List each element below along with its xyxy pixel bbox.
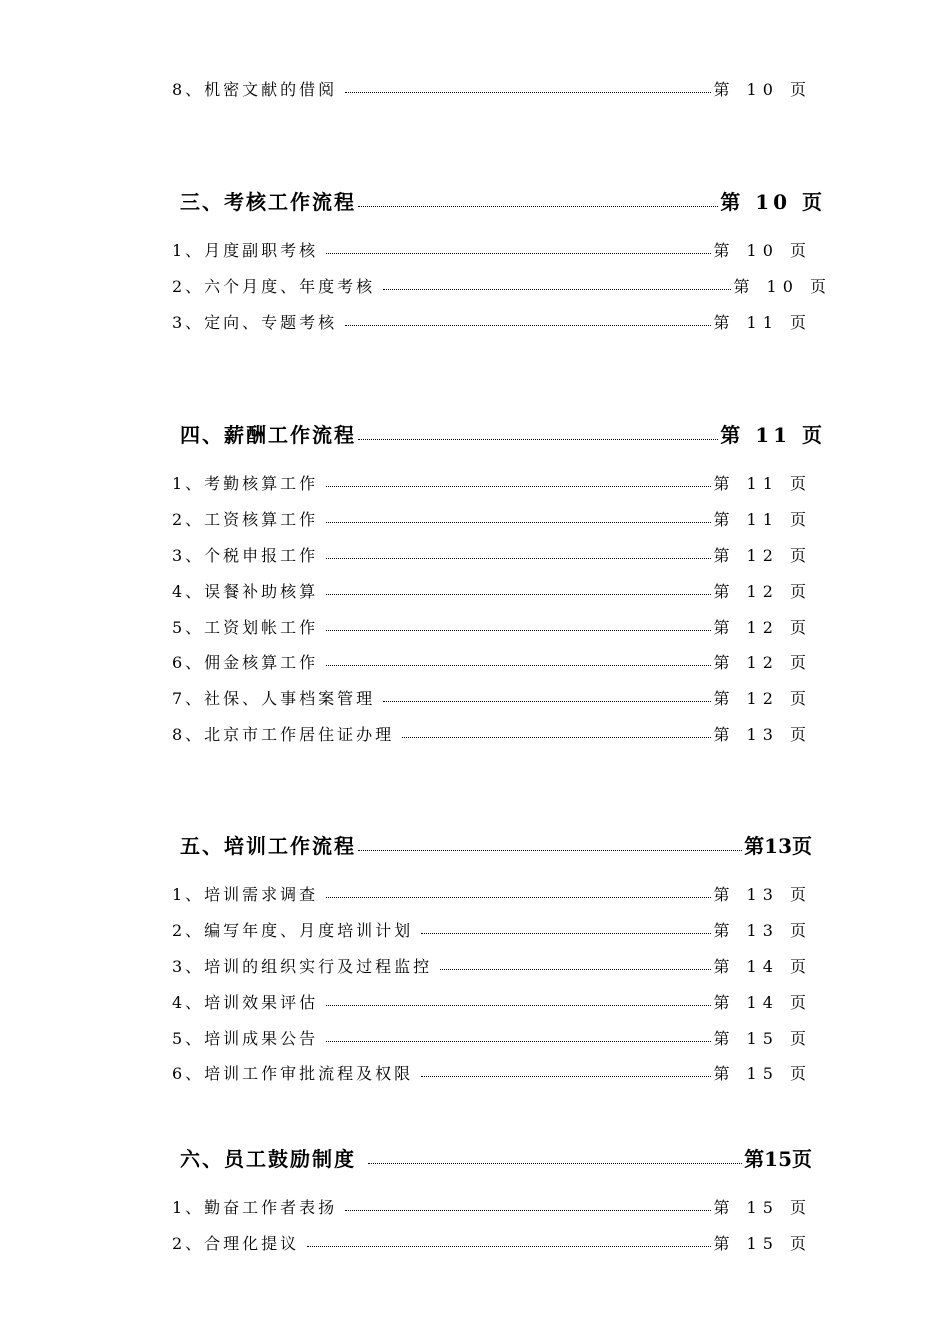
toc-item[interactable] bbox=[172, 1061, 812, 1083]
toc-item-label: 6、培训工作审批流程及权限 bbox=[172, 1064, 414, 1083]
toc-item[interactable] bbox=[172, 310, 812, 332]
toc-item[interactable] bbox=[172, 918, 812, 940]
dot-leader bbox=[368, 1163, 742, 1164]
toc-item-page: 第 11 页 bbox=[713, 474, 812, 493]
toc-item[interactable] bbox=[172, 1195, 812, 1217]
dot-leader bbox=[358, 850, 742, 851]
toc-item[interactable] bbox=[172, 954, 812, 976]
section-title: 六、员工鼓励制度 bbox=[180, 1147, 356, 1171]
toc-item-label: 7、社保、人事档案管理 bbox=[172, 689, 376, 708]
dot-leader bbox=[440, 969, 711, 970]
toc-item-page: 第 15 页 bbox=[713, 1234, 812, 1253]
toc-item-page: 第 10 页 bbox=[713, 80, 812, 99]
toc-item-label: 2、六个月度、年度考核 bbox=[172, 277, 376, 296]
toc-item-page: 第 14 页 bbox=[713, 993, 812, 1012]
toc-item[interactable] bbox=[172, 543, 812, 565]
toc-item-label: 3、定向、专题考核 bbox=[172, 313, 338, 332]
dot-leader bbox=[326, 594, 711, 595]
toc-item-label: 3、培训的组织实行及过程监控 bbox=[172, 957, 433, 976]
dot-leader bbox=[307, 1246, 711, 1247]
toc-item-label: 1、勤奋工作者表扬 bbox=[172, 1198, 338, 1217]
section-page: 第 11 页 bbox=[720, 423, 826, 447]
dot-leader bbox=[358, 206, 718, 207]
toc-item-page: 第 13 页 bbox=[713, 725, 812, 744]
dot-leader bbox=[326, 522, 711, 523]
toc-item-page: 第 15 页 bbox=[713, 1198, 812, 1217]
dot-leader bbox=[345, 325, 711, 326]
dot-leader bbox=[421, 1076, 711, 1077]
toc-item-page: 第 12 页 bbox=[713, 582, 812, 601]
toc-item[interactable] bbox=[172, 882, 812, 904]
section-title: 五、培训工作流程 bbox=[180, 834, 356, 858]
dot-leader bbox=[326, 1005, 711, 1006]
toc-item-label: 6、佣金核算工作 bbox=[172, 653, 319, 672]
toc-item-label: 1、月度副职考核 bbox=[172, 241, 319, 260]
toc-item-label: 5、培训成果公告 bbox=[172, 1029, 319, 1048]
toc-item-page: 第 14 页 bbox=[713, 957, 812, 976]
toc-item-label: 1、培训需求调查 bbox=[172, 885, 319, 904]
toc-item-page: 第 15 页 bbox=[713, 1064, 812, 1083]
toc-item-page: 第 15 页 bbox=[713, 1029, 812, 1048]
section-page: 第15页 bbox=[744, 1147, 812, 1171]
toc-item-label: 8、机密文献的借阅 bbox=[172, 80, 338, 99]
toc-item[interactable] bbox=[172, 650, 812, 672]
toc-item[interactable] bbox=[172, 507, 812, 529]
dot-leader bbox=[345, 92, 711, 93]
section-page: 第13页 bbox=[744, 834, 812, 858]
toc-item-page: 第 11 页 bbox=[713, 510, 812, 529]
toc-item-page: 第 13 页 bbox=[713, 885, 812, 904]
dot-leader bbox=[421, 933, 711, 934]
toc-item[interactable] bbox=[172, 77, 812, 99]
toc-item-page: 第 12 页 bbox=[713, 618, 812, 637]
toc-section-heading[interactable] bbox=[180, 1143, 812, 1171]
toc-item[interactable] bbox=[172, 579, 812, 601]
toc-section-heading[interactable] bbox=[180, 186, 826, 214]
toc-section-heading[interactable] bbox=[180, 830, 812, 858]
toc-item-page: 第 11 页 bbox=[713, 313, 812, 332]
toc-item[interactable] bbox=[172, 722, 812, 744]
toc-item[interactable] bbox=[172, 1231, 812, 1253]
toc-item-label: 8、北京市工作居住证办理 bbox=[172, 725, 395, 744]
dot-leader bbox=[402, 737, 711, 738]
toc-section-heading[interactable] bbox=[180, 419, 826, 447]
toc-item-page: 第 13 页 bbox=[713, 921, 812, 940]
section-title: 三、考核工作流程 bbox=[180, 190, 356, 214]
section-title: 四、薪酬工作流程 bbox=[180, 423, 356, 447]
dot-leader bbox=[326, 630, 711, 631]
dot-leader bbox=[326, 897, 711, 898]
dot-leader bbox=[326, 558, 711, 559]
dot-leader bbox=[383, 701, 711, 702]
dot-leader bbox=[326, 1041, 711, 1042]
toc-item-page: 第 10 页 bbox=[713, 241, 812, 260]
toc-item-label: 2、编写年度、月度培训计划 bbox=[172, 921, 414, 940]
toc-item-label: 3、个税申报工作 bbox=[172, 546, 319, 565]
dot-leader bbox=[345, 1210, 711, 1211]
dot-leader bbox=[326, 253, 711, 254]
toc-item-label: 4、误餐补助核算 bbox=[172, 582, 319, 601]
dot-leader bbox=[326, 486, 711, 487]
toc-item-label: 2、合理化提议 bbox=[172, 1234, 300, 1253]
toc-item-page: 第 12 页 bbox=[713, 689, 812, 708]
toc-item-label: 1、考勤核算工作 bbox=[172, 474, 319, 493]
section-page: 第 10 页 bbox=[720, 190, 826, 214]
toc-item-label: 2、工资核算工作 bbox=[172, 510, 319, 529]
toc-item[interactable] bbox=[172, 615, 812, 637]
toc-item[interactable] bbox=[172, 1026, 812, 1048]
toc-item-label: 5、工资划帐工作 bbox=[172, 618, 319, 637]
toc-item[interactable] bbox=[172, 471, 812, 493]
dot-leader bbox=[326, 665, 711, 666]
toc-item-page: 第 12 页 bbox=[713, 653, 812, 672]
toc-item[interactable] bbox=[172, 990, 812, 1012]
dot-leader bbox=[358, 439, 718, 440]
dot-leader bbox=[383, 289, 731, 290]
toc-item-page: 第 10 页 bbox=[733, 277, 832, 296]
toc-item-label: 4、培训效果评估 bbox=[172, 993, 319, 1012]
toc-item[interactable] bbox=[172, 274, 832, 296]
toc-item[interactable] bbox=[172, 686, 812, 708]
toc-item[interactable] bbox=[172, 238, 812, 260]
toc-item-page: 第 12 页 bbox=[713, 546, 812, 565]
